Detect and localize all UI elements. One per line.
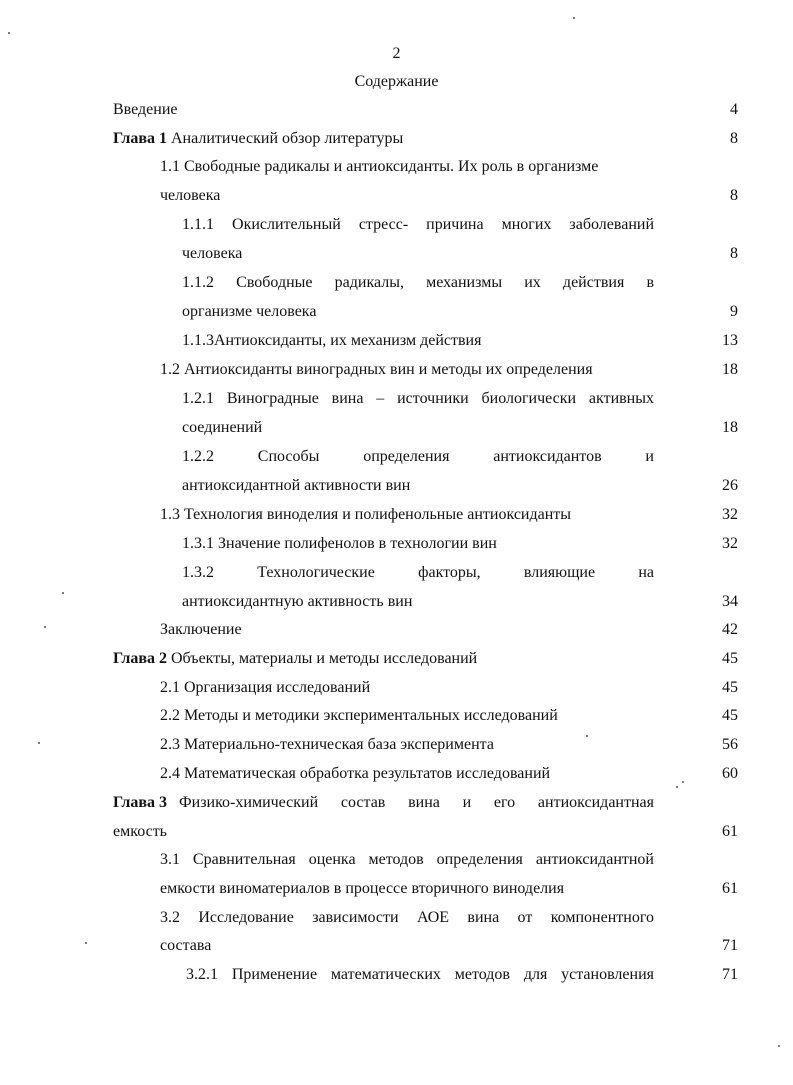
toc-1-1-page: 8 — [730, 187, 738, 204]
scan-speck — [573, 17, 575, 19]
toc-2-4-page: 60 — [722, 765, 738, 782]
scan-speck — [676, 786, 678, 788]
toc-1-2-2-page: 26 — [722, 477, 738, 494]
toc-1-3-2-line2: антиоксидантную активность вин — [182, 593, 413, 610]
toc-1-2-2-line2: антиоксидантной активности вин — [182, 477, 411, 494]
toc-1-3-text: 1.3 Технология виноделия и полифенольные антиоксиданты — [160, 506, 572, 523]
toc-1-1-1-line1: 1.1.1 Окислительный стресс- причина многих заболеваний — [182, 216, 654, 233]
scan-speck — [586, 735, 588, 737]
toc-title: Содержание — [354, 73, 439, 90]
toc-1-2-1-line2: соединений — [182, 419, 263, 436]
toc-1-1-1-line2: человека — [182, 245, 243, 262]
toc-chapter-2 — [113, 649, 477, 669]
toc-1-1-2-page: 9 — [730, 303, 738, 320]
toc-2-2-text: 2.2 Методы и методики экспериментальных исследований — [160, 707, 558, 724]
toc-1-1-line2: человека — [160, 187, 221, 204]
scan-speck — [62, 592, 64, 594]
toc-2-1-text: 2.1 Организация исследований — [160, 679, 371, 696]
toc-1-3-2-line1: 1.3.2 Технологические факторы, влияющие на — [182, 564, 654, 581]
toc-chapter-1-page: 8 — [730, 130, 738, 147]
toc-chapter-1 — [113, 129, 403, 149]
toc-3-2-1-page: 71 — [722, 966, 738, 983]
scan-speck — [38, 742, 40, 744]
toc-3-2-line1: 3.2 Исследование зависимости АОЕ вина от компонентного — [160, 909, 654, 926]
toc-chapter-2-page: 45 — [722, 650, 738, 667]
toc-2-3-text: 2.3 Материально-техническая база эксперимента — [160, 736, 494, 753]
toc-conclusion-text: Заключение — [160, 621, 242, 638]
toc-1-3-1-page: 32 — [722, 535, 738, 552]
toc-conclusion-page: 42 — [722, 621, 738, 638]
scan-speck — [8, 32, 10, 34]
toc-1-1-1-page: 8 — [730, 245, 738, 262]
toc-2-4-text: 2.4 Математическая обработка результатов исследований — [160, 765, 551, 782]
toc-3-1-line1: 3.1 Сравнительная оценка методов определения антиоксидантной — [160, 851, 654, 868]
chapter-2-title: Объекты, материалы и методы исследований — [171, 650, 478, 667]
toc-1-3-1-text: 1.3.1 Значение полифенолов в технологии вин — [182, 535, 497, 552]
toc-1-1-2-line2: организме человека — [182, 303, 317, 320]
chapter-2-label: Глава 2 — [113, 650, 167, 667]
chapter-3-label: Глава 3 — [113, 794, 167, 811]
toc-1-2-2-line1: 1.2.2 Способы определения антиоксидантов и — [182, 448, 654, 465]
toc-1-1-2-line1: 1.1.2 Свободные радикалы, механизмы их действия в — [182, 274, 654, 291]
toc-2-1-page: 45 — [722, 679, 738, 696]
toc-1-1-3-page: 13 — [722, 332, 738, 349]
toc-3-2-page: 71 — [722, 937, 738, 954]
toc-3-1-line2: емкости виноматериалов в процессе вторичного виноделия — [160, 880, 565, 897]
toc-3-2-line2: состава — [160, 937, 212, 954]
toc-1-3-page: 32 — [722, 506, 738, 523]
page-number: 2 — [392, 45, 401, 62]
toc-2-2-page: 45 — [722, 707, 738, 724]
scan-speck — [682, 781, 684, 783]
toc-3-2-1-text: 3.2.1 Применение математических методов для установления — [186, 966, 654, 983]
toc-1-2-1-page: 18 — [722, 419, 738, 436]
toc-2-3-page: 56 — [722, 736, 738, 753]
chapter-3-title: Физико-химический состав вина и его антиоксидантная — [179, 794, 654, 811]
chapter-1-label: Глава 1 — [113, 130, 167, 147]
scan-speck — [778, 1045, 780, 1047]
scan-speck — [85, 942, 87, 944]
toc-1-2-1-line1: 1.2.1 Виноградные вина – источники биологически активных — [182, 390, 654, 407]
toc-1-2-text: 1.2 Антиоксиданты виноградных вин и методы их определения — [160, 361, 593, 378]
toc-1-2-page: 18 — [722, 361, 738, 378]
toc-1-1-line1: 1.1 Свободные радикалы и антиоксиданты. Их роль в организме — [160, 158, 599, 175]
toc-3-1-page: 61 — [722, 880, 738, 897]
toc-chapter-3-line2: емкость — [113, 823, 167, 840]
toc-1-1-3-text: 1.1.3Антиоксиданты, их механизм действия — [182, 332, 482, 349]
chapter-1-title: Аналитический обзор литературы — [171, 130, 404, 147]
toc-chapter-3-line1 — [113, 793, 654, 813]
toc-intro-text: Введение — [113, 101, 178, 118]
toc-chapter-3-page: 61 — [722, 823, 738, 840]
toc-1-3-2-page: 34 — [722, 593, 738, 610]
toc-intro-page: 4 — [730, 101, 738, 118]
scan-speck — [44, 626, 46, 628]
